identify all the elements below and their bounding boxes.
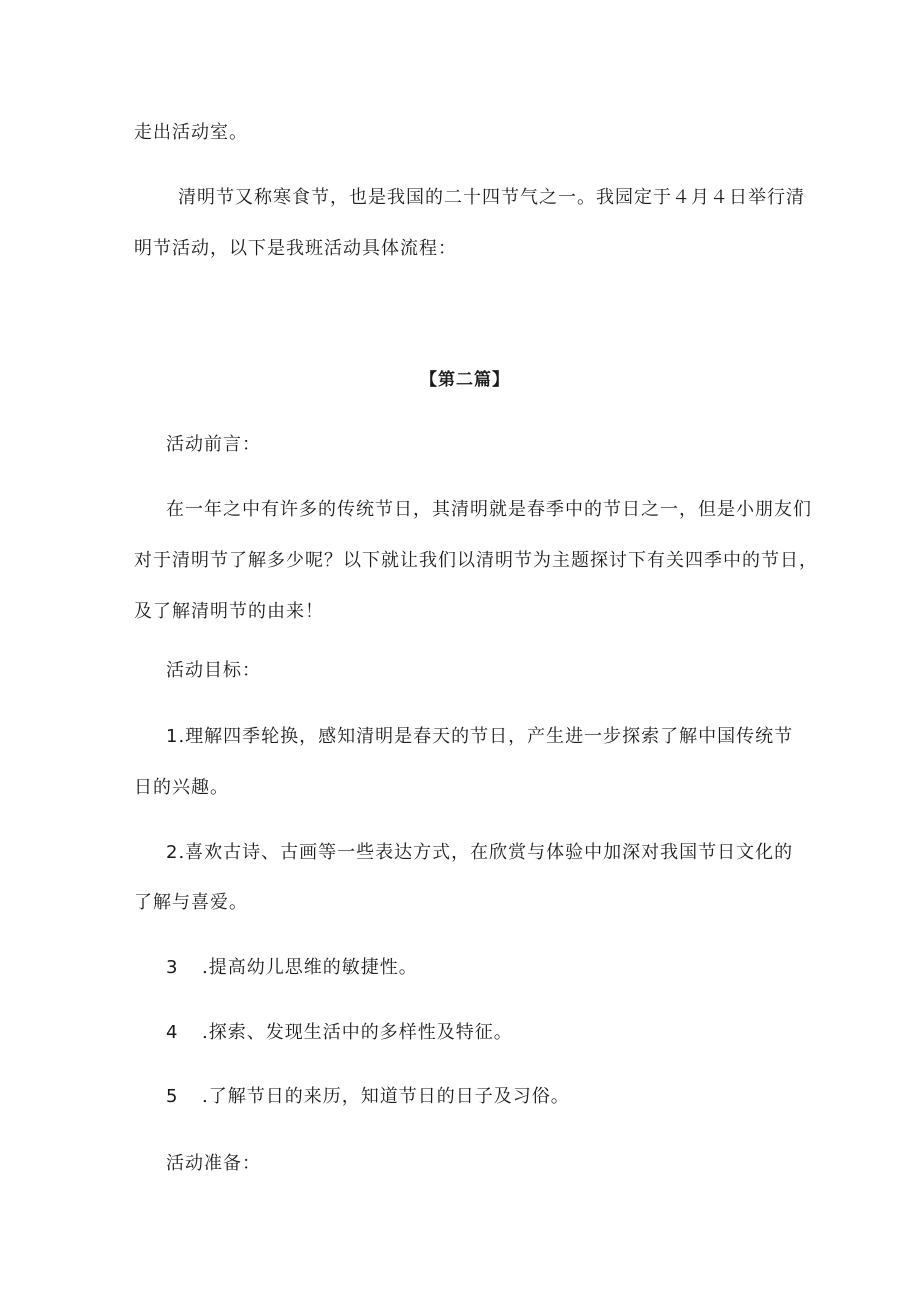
paragraph-line: 在一年之中有许多的传统节日，其清明就是春季中的节日之一，但是小朋友们 [166, 499, 812, 520]
list-item-text: .理解四季轮换，感知清明是春天的节日，产生进一步探索了解中国传统节 [178, 726, 794, 747]
paragraph-line: 走出活动室。 [134, 122, 248, 143]
paragraph-line: 对于清明节了解多少呢？以下就让我们以清明节为主题探讨下有关四季中的节日， [134, 550, 818, 571]
paragraph-line: 清明节又称寒食节，也是我国的二十四节气之一。我园定于４月４日举行清 [178, 187, 805, 208]
section-label: 活动准备： [166, 1153, 261, 1174]
section-label: 活动前言： [166, 434, 261, 455]
list-item-text: .探索、发现生活中的多样性及特征。 [202, 1022, 513, 1043]
list-item-number: 2 [166, 842, 179, 863]
paragraph-line: 了解与喜爱。 [134, 892, 248, 913]
list-item [166, 1022, 513, 1044]
section-heading: 【第二篇】 [420, 370, 510, 390]
list-item [166, 726, 793, 748]
section-label: 活动目标： [166, 660, 261, 681]
list-item-number: 4 [166, 1022, 179, 1043]
paragraph-line: 及了解清明节的由来！ [134, 601, 324, 622]
list-item-text: .了解节日的来历，知道节日的日子及习俗。 [202, 1086, 570, 1107]
list-item [166, 957, 418, 979]
list-item-number: 1 [166, 726, 179, 747]
list-item-text: .喜欢古诗、古画等一些表达方式，在欣赏与体验中加深对我国节日文化的 [178, 842, 794, 863]
list-item-number: 3 [166, 957, 179, 978]
paragraph-line: 日的兴趣。 [134, 777, 229, 798]
paragraph-line: 明节活动，以下是我班活动具体流程： [134, 238, 457, 259]
list-item-number: 5 [166, 1086, 179, 1107]
list-item [166, 1086, 570, 1108]
list-item-text: .提高幼儿思维的敏捷性。 [202, 957, 418, 978]
list-item [166, 842, 793, 864]
